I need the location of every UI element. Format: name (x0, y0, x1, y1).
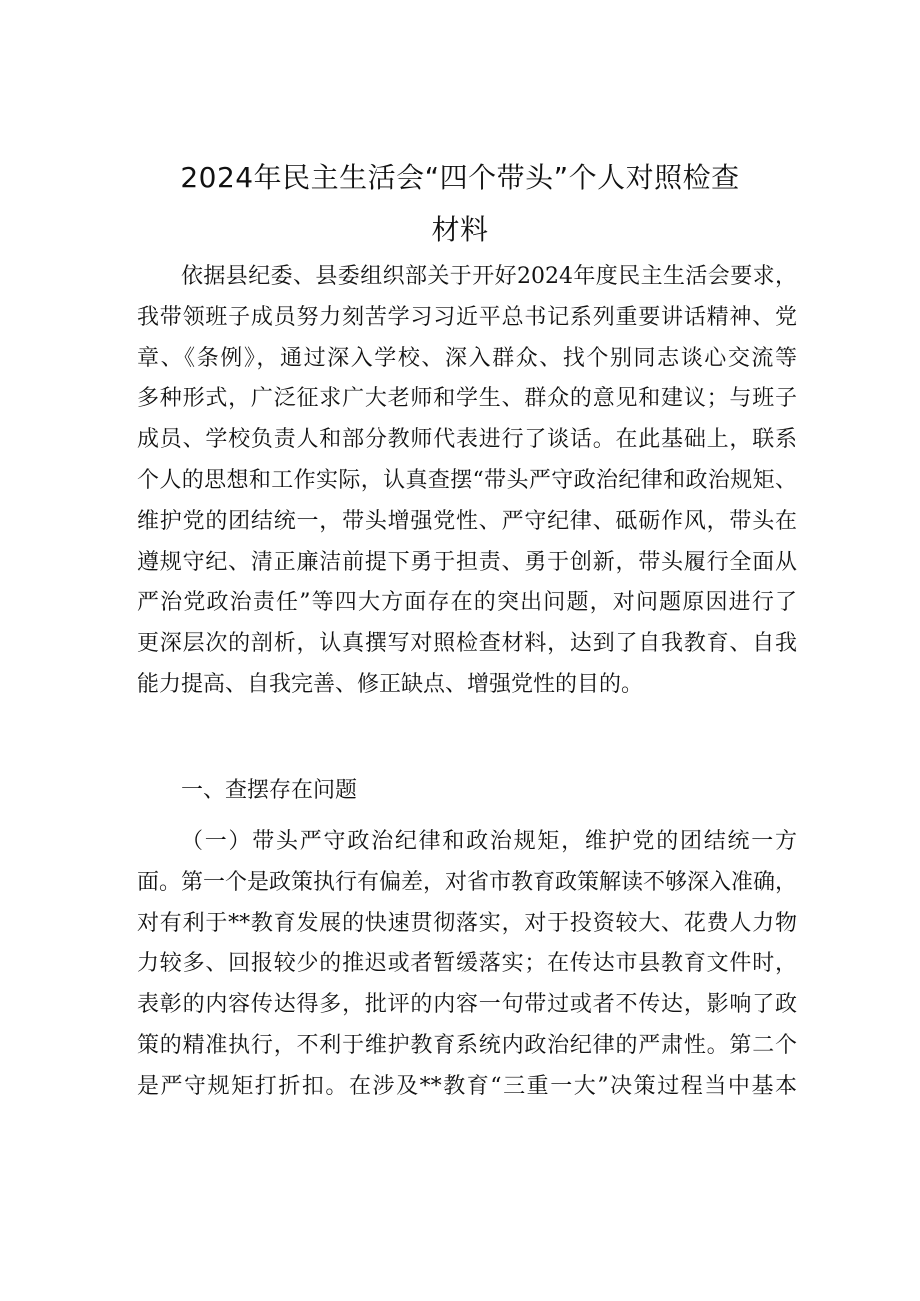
intro-paragraph (137, 257, 797, 706)
intro-line: 个人的思想和工作实际，认真查摆“带头严守政治纪律和政治规矩、 (137, 467, 797, 493)
subsection-paragraph (137, 822, 797, 1108)
intro-line: 更深层次的剖析，认真撰写对照检查材料，达到了自我教育、自我 (137, 631, 797, 657)
subsection-line: （一）带头严守政治纪律和政治规矩，维护党的团结统一方 (181, 829, 797, 854)
section-heading-text: 一、查摆存在问题 (181, 778, 358, 803)
subsection-line: 表彰的内容传达得多，批评的内容一句带过或者不传达，影响了政 (137, 992, 797, 1018)
document-title-line-1: 2024年民主生活会“四个带头”个人对照检查 (180, 161, 740, 194)
subsection-line: 对有利于**教育发展的快速贯彻落实，对于投资较大、花费人力物 (137, 910, 797, 936)
intro-line: 多种形式，广泛征求广大老师和学生、群众的意见和建议；与班子 (137, 386, 797, 412)
subsection-line: 面。第一个是政策执行有偏差，对省市教育政策解读不够深入准确， (137, 869, 798, 895)
intro-line: 我带领班子成员努力刻苦学习习近平总书记系列重要讲话精神、党 (137, 304, 797, 330)
subsection-line: 力较多、回报较少的推迟或者暂缓落实；在传达市县教育文件时， (137, 951, 797, 977)
intro-line: 章、《条例》，通过深入学校、深入群众、找个别同志谈心交流等 (137, 345, 797, 371)
intro-line: 维护党的团结统一，带头增强党性、严守纪律、砥砺作风，带头在 (137, 508, 797, 534)
intro-line: 遵规守纪、清正廉洁前提下勇于担责、勇于创新，带头履行全面从 (137, 549, 797, 575)
section-heading (137, 771, 797, 812)
intro-line: 严治党政治责任”等四大方面存在的突出问题，对问题原因进行了 (137, 590, 797, 616)
subsection-line: 策的精准执行，不利于维护教育系统内政治纪律的严肃性。第二个 (137, 1032, 797, 1058)
intro-line: 依据县纪委、县委组织部关于开好2024年度民主生活会要求， (181, 264, 797, 289)
subsection-line: 是严守规矩打折扣。在涉及**教育“三重一大”决策过程当中基本 (137, 1073, 797, 1099)
document-title-line-2: 材料 (431, 213, 489, 246)
intro-line: 成员、学校负责人和部分教师代表进行了谈话。在此基础上，联系 (137, 427, 797, 453)
intro-line: 能力提高、自我完善、修正缺点、增强党性的目的。 (137, 671, 644, 697)
